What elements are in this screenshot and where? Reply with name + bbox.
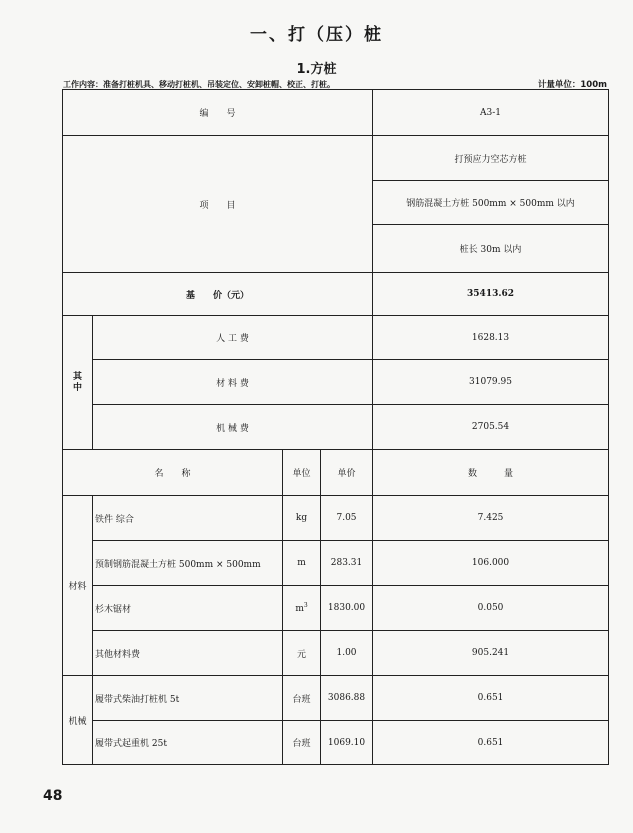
material-cost-value: 31079.95	[373, 360, 609, 405]
section-subtitle: 1.方桩	[296, 62, 337, 77]
material-price: 7.05	[321, 496, 373, 541]
item-row	[63, 136, 609, 181]
base-price-value: 35413.62	[373, 273, 609, 316]
of-which-label	[63, 316, 93, 450]
material-unit: kg	[283, 496, 321, 541]
table-row	[63, 631, 609, 676]
quota-table	[62, 89, 609, 765]
material-quantity: 7.425	[373, 496, 609, 541]
code-label: 编 号	[63, 90, 373, 136]
material-name: 预制钢筋混凝土方桩 500mm × 500mm	[93, 541, 283, 586]
material-name: 杉木锯材	[93, 586, 283, 631]
material-unit: m	[283, 541, 321, 586]
material-quantity: 0.050	[373, 586, 609, 631]
col-price-header: 单价	[321, 450, 373, 496]
cost-row	[63, 405, 609, 450]
machinery-group-label: 机械	[63, 676, 93, 765]
material-quantity: 905.241	[373, 631, 609, 676]
material-quantity: 106.000	[373, 541, 609, 586]
cost-row	[63, 360, 609, 405]
material-price: 1830.00	[321, 586, 373, 631]
machinery-name: 履带式柴油打桩机 5t	[93, 676, 283, 721]
material-cost-label: 材 料 费	[93, 360, 373, 405]
base-price-row	[63, 273, 609, 316]
table-row	[63, 496, 609, 541]
material-unit	[283, 586, 321, 631]
page-number: 48	[43, 788, 63, 804]
machine-cost-value: 2705.54	[373, 405, 609, 450]
materials-group-label: 材料	[63, 496, 93, 676]
material-name: 其他材料费	[93, 631, 283, 676]
machinery-quantity: 0.651	[373, 676, 609, 721]
of-which-char-2: 中	[72, 382, 82, 393]
col-name-header: 名 称	[63, 450, 283, 496]
item-line-3: 桩长 30m 以内	[373, 225, 609, 273]
material-price: 1.00	[321, 631, 373, 676]
labor-cost-label: 人 工 费	[93, 316, 373, 360]
material-unit-superscript: 3	[303, 602, 308, 609]
code-row	[63, 90, 609, 136]
table-row	[63, 676, 609, 721]
col-quantity-header: 数 量	[373, 450, 609, 496]
work-content: 工作内容：准备打桩机具、移动打桩机、吊装定位、安卸桩帽、校正、打桩。	[63, 80, 335, 89]
machine-cost-label: 机 械 费	[93, 405, 373, 450]
item-line-2: 钢筋混凝土方桩 500mm × 500mm 以内	[373, 181, 609, 225]
machinery-price: 3086.88	[321, 676, 373, 721]
material-unit-base: m	[295, 604, 304, 614]
table-row	[63, 721, 609, 765]
material-name: 铁件 综合	[93, 496, 283, 541]
item-label: 项 目	[63, 136, 373, 273]
machinery-price: 1069.10	[321, 721, 373, 765]
col-unit-header: 单位	[283, 450, 321, 496]
machinery-quantity: 0.651	[373, 721, 609, 765]
of-which-char-1: 其	[72, 371, 82, 382]
page-title: 一、打（压）桩	[250, 25, 383, 45]
material-price: 283.31	[321, 541, 373, 586]
item-line-1: 打预应力空芯方桩	[373, 136, 609, 181]
machinery-unit: 台班	[283, 721, 321, 765]
machinery-unit: 台班	[283, 676, 321, 721]
code-value: A3-1	[373, 90, 609, 136]
table-row	[63, 586, 609, 631]
table-row	[63, 541, 609, 586]
material-unit: 元	[283, 631, 321, 676]
column-header-row	[63, 450, 609, 496]
labor-cost-value: 1628.13	[373, 316, 609, 360]
measurement-unit: 计量单位：100m	[537, 80, 607, 90]
base-price-label: 基 价（元）	[63, 273, 373, 316]
cost-row	[63, 316, 609, 360]
machinery-name: 履带式起重机 25t	[93, 721, 283, 765]
